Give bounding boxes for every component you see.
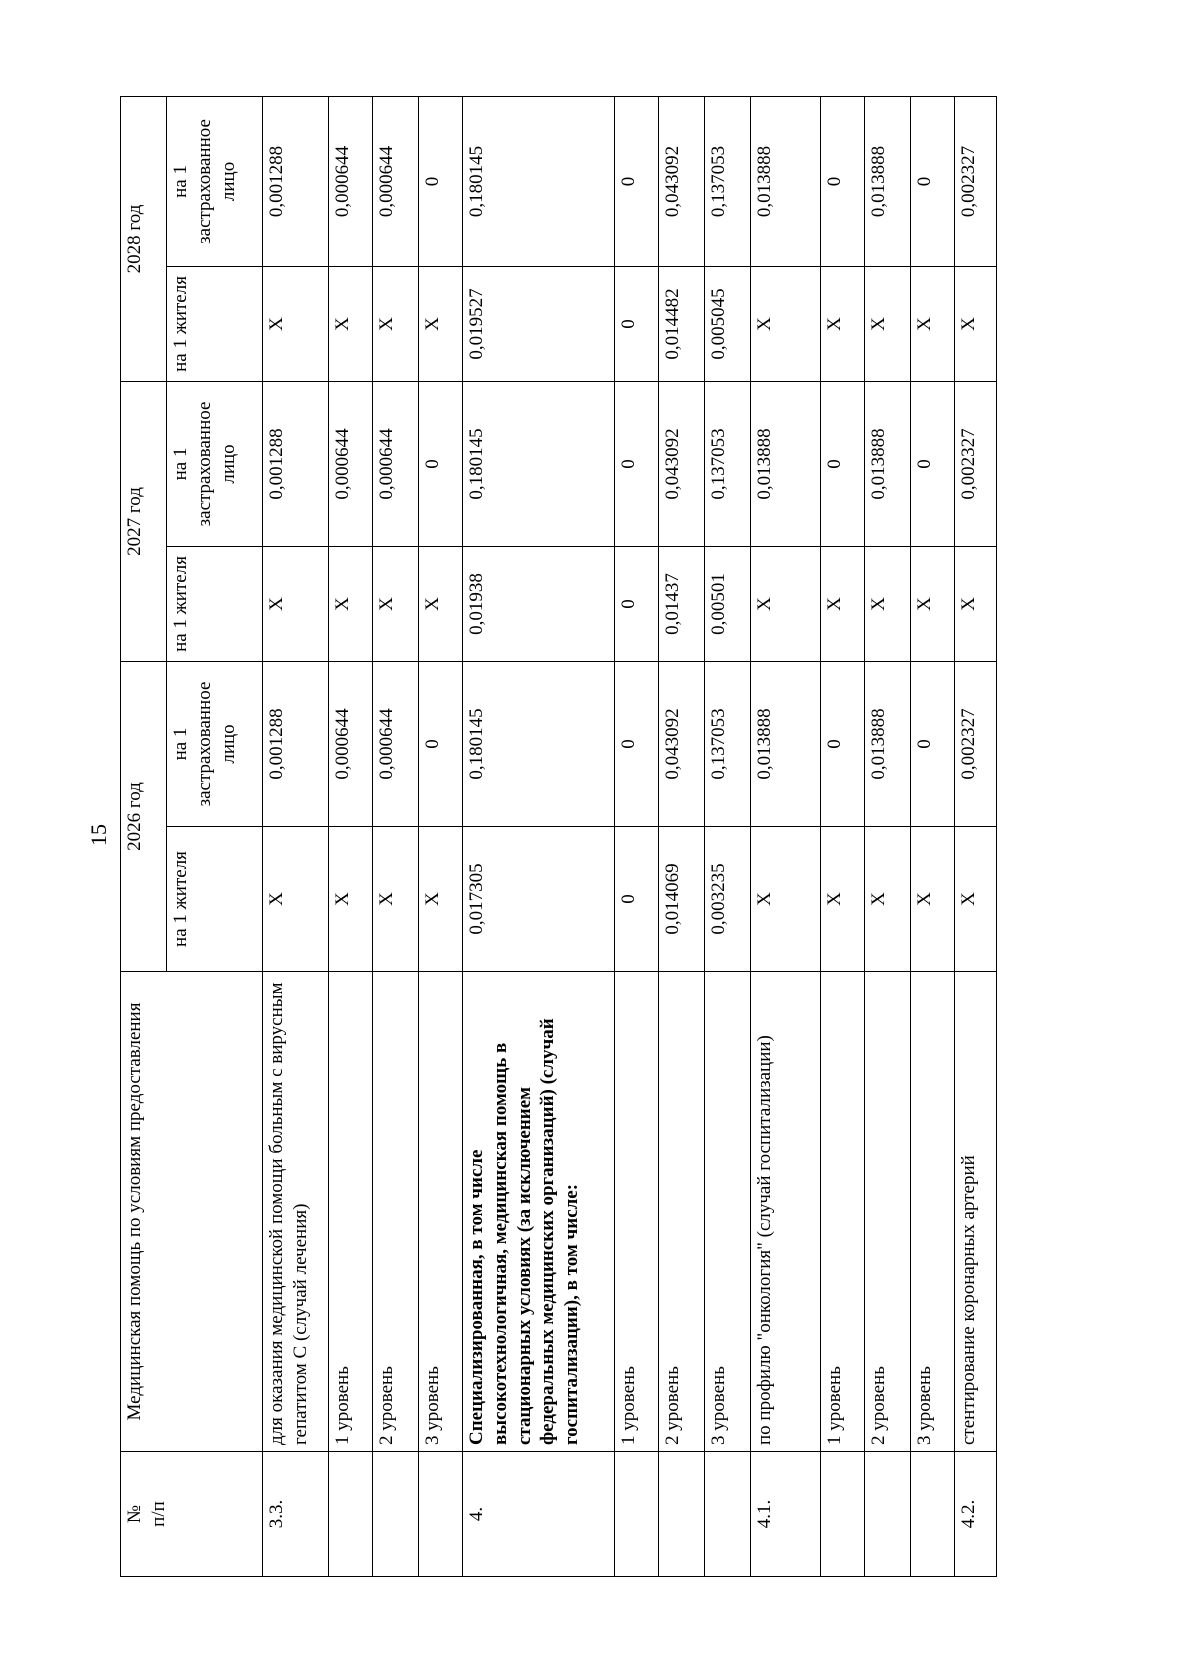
value-cell: Х: [373, 266, 419, 381]
table-row: [911, 96, 955, 1576]
table-row: [419, 96, 463, 1576]
row-number: [659, 1452, 705, 1577]
care-type-cell: 1 уровень: [821, 972, 865, 1452]
value-cell: Х: [821, 546, 865, 661]
value-cell: Х: [419, 546, 463, 661]
value-cell: 0,017305: [463, 827, 615, 972]
value-cell: 0,013888: [751, 381, 821, 546]
value-cell: 0: [615, 661, 659, 826]
value-cell: 0: [615, 827, 659, 972]
value-cell: Х: [821, 827, 865, 972]
header-per-insured: на 1 застрахованное лицо: [167, 96, 263, 266]
table-body: [263, 96, 997, 1576]
value-cell: 0: [615, 381, 659, 546]
value-cell: 0: [911, 381, 955, 546]
value-cell: 0,002327: [955, 96, 997, 266]
care-type-cell: 2 уровень: [659, 972, 705, 1452]
value-cell: 0,180145: [463, 96, 615, 266]
care-type-cell: стентирование коронарных артерий: [955, 972, 997, 1452]
value-cell: 0,043092: [659, 381, 705, 546]
table-row: [263, 96, 329, 1576]
value-cell: Х: [865, 827, 911, 972]
header-per-resident: на 1 жителя: [167, 546, 263, 661]
value-cell: 0,014482: [659, 266, 705, 381]
table-row: [865, 96, 911, 1576]
value-cell: 0,013888: [751, 661, 821, 826]
table-row: [751, 96, 821, 1576]
value-cell: 0,137053: [705, 661, 751, 826]
value-cell: Х: [263, 546, 329, 661]
value-cell: Х: [751, 546, 821, 661]
header-per-resident: на 1 жителя: [167, 827, 263, 972]
value-cell: 0,019527: [463, 266, 615, 381]
value-cell: 0,013888: [865, 96, 911, 266]
value-cell: 0,137053: [705, 96, 751, 266]
table-row: [373, 96, 419, 1576]
value-cell: Х: [865, 546, 911, 661]
value-cell: Х: [751, 266, 821, 381]
row-number: 4.: [463, 1452, 615, 1577]
value-cell: 0,005045: [705, 266, 751, 381]
value-cell: Х: [373, 827, 419, 972]
value-cell: 0,043092: [659, 661, 705, 826]
value-cell: Х: [419, 827, 463, 972]
value-cell: 0,180145: [463, 381, 615, 546]
care-type-cell: по профилю "онкология" (случай госпитализации): [751, 972, 821, 1452]
value-cell: 0,01938: [463, 546, 615, 661]
value-cell: 0,001288: [263, 96, 329, 266]
care-type-cell: 3 уровень: [705, 972, 751, 1452]
value-cell: Х: [329, 266, 373, 381]
row-number: [821, 1452, 865, 1577]
value-cell: 0: [615, 96, 659, 266]
value-cell: Х: [865, 266, 911, 381]
value-cell: 0: [615, 546, 659, 661]
row-number: [705, 1452, 751, 1577]
header-care-type: Медицинская помощь по условиям предоставления: [121, 972, 263, 1452]
value-cell: Х: [751, 827, 821, 972]
row-number: [329, 1452, 373, 1577]
page-number: 15: [86, 824, 111, 846]
value-cell: Х: [955, 266, 997, 381]
value-cell: 0,000644: [329, 661, 373, 826]
care-type-cell: для оказания медицинской помощи больным с вирусным гепатитом С (случай лечения): [263, 972, 329, 1452]
table-row: [705, 96, 751, 1576]
header-per-insured: на 1 застрахованное лицо: [167, 381, 263, 546]
value-cell: 0,00501: [705, 546, 751, 661]
table-row: [463, 96, 615, 1576]
value-cell: 0,180145: [463, 661, 615, 826]
table-row: [615, 96, 659, 1576]
value-cell: 0,000644: [329, 96, 373, 266]
value-cell: 0: [821, 381, 865, 546]
row-number: [419, 1452, 463, 1577]
value-cell: Х: [911, 546, 955, 661]
value-cell: Х: [911, 266, 955, 381]
value-cell: 0: [419, 381, 463, 546]
value-cell: 0,043092: [659, 96, 705, 266]
value-cell: 0: [419, 96, 463, 266]
table-row: [659, 96, 705, 1576]
table-row: [329, 96, 373, 1576]
row-number: 4.2.: [955, 1452, 997, 1577]
medical-care-volume-table: [120, 96, 997, 1577]
value-cell: Х: [329, 546, 373, 661]
value-cell: 0,014069: [659, 827, 705, 972]
value-cell: 0: [821, 661, 865, 826]
table-row: [955, 96, 997, 1576]
row-number: [911, 1452, 955, 1577]
care-type-cell: 3 уровень: [911, 972, 955, 1452]
care-type-cell: 3 уровень: [419, 972, 463, 1452]
care-type-cell: 1 уровень: [615, 972, 659, 1452]
value-cell: 0,137053: [705, 381, 751, 546]
value-cell: 0: [419, 661, 463, 826]
row-number: 3.3.: [263, 1452, 329, 1577]
value-cell: 0: [615, 266, 659, 381]
value-cell: 0,013888: [865, 661, 911, 826]
value-cell: 0: [911, 96, 955, 266]
value-cell: 0,001288: [263, 381, 329, 546]
rotated-table-container: [120, 97, 1050, 1577]
value-cell: Х: [419, 266, 463, 381]
header-year-2027: 2027 год: [121, 381, 167, 661]
care-type-cell: 2 уровень: [373, 972, 419, 1452]
value-cell: 0,000644: [373, 381, 419, 546]
value-cell: Х: [911, 827, 955, 972]
table-row: [821, 96, 865, 1576]
value-cell: Х: [373, 546, 419, 661]
value-cell: 0,000644: [373, 661, 419, 826]
value-cell: Х: [263, 266, 329, 381]
value-cell: 0,01437: [659, 546, 705, 661]
value-cell: Х: [329, 827, 373, 972]
header-per-insured: на 1 застрахованное лицо: [167, 661, 263, 826]
row-number: [615, 1452, 659, 1577]
value-cell: 0,000644: [329, 381, 373, 546]
value-cell: 0,003235: [705, 827, 751, 972]
care-type-cell: Специализированная, в том числе высокотехнологичная, медицинская помощь в стационарных условиях (за исключением федеральных медицинских организаций) (случай госпитализации), в том числе:: [463, 972, 615, 1452]
value-cell: 0: [821, 96, 865, 266]
care-type-cell: 1 уровень: [329, 972, 373, 1452]
header-year-2028: 2028 год: [121, 96, 167, 381]
value-cell: 0,001288: [263, 661, 329, 826]
row-number: [865, 1452, 911, 1577]
value-cell: Х: [263, 827, 329, 972]
row-number: [373, 1452, 419, 1577]
value-cell: Х: [821, 266, 865, 381]
header-per-resident: на 1 жителя: [167, 266, 263, 381]
value-cell: Х: [955, 546, 997, 661]
row-number: 4.1.: [751, 1452, 821, 1577]
header-year-2026: 2026 год: [121, 661, 167, 971]
value-cell: 0,000644: [373, 96, 419, 266]
value-cell: 0: [911, 661, 955, 826]
value-cell: Х: [955, 827, 997, 972]
value-cell: 0,013888: [751, 96, 821, 266]
value-cell: 0,002327: [955, 381, 997, 546]
care-type-cell: 2 уровень: [865, 972, 911, 1452]
value-cell: 0,013888: [865, 381, 911, 546]
header-num: № п/п: [121, 1452, 263, 1577]
value-cell: 0,002327: [955, 661, 997, 826]
